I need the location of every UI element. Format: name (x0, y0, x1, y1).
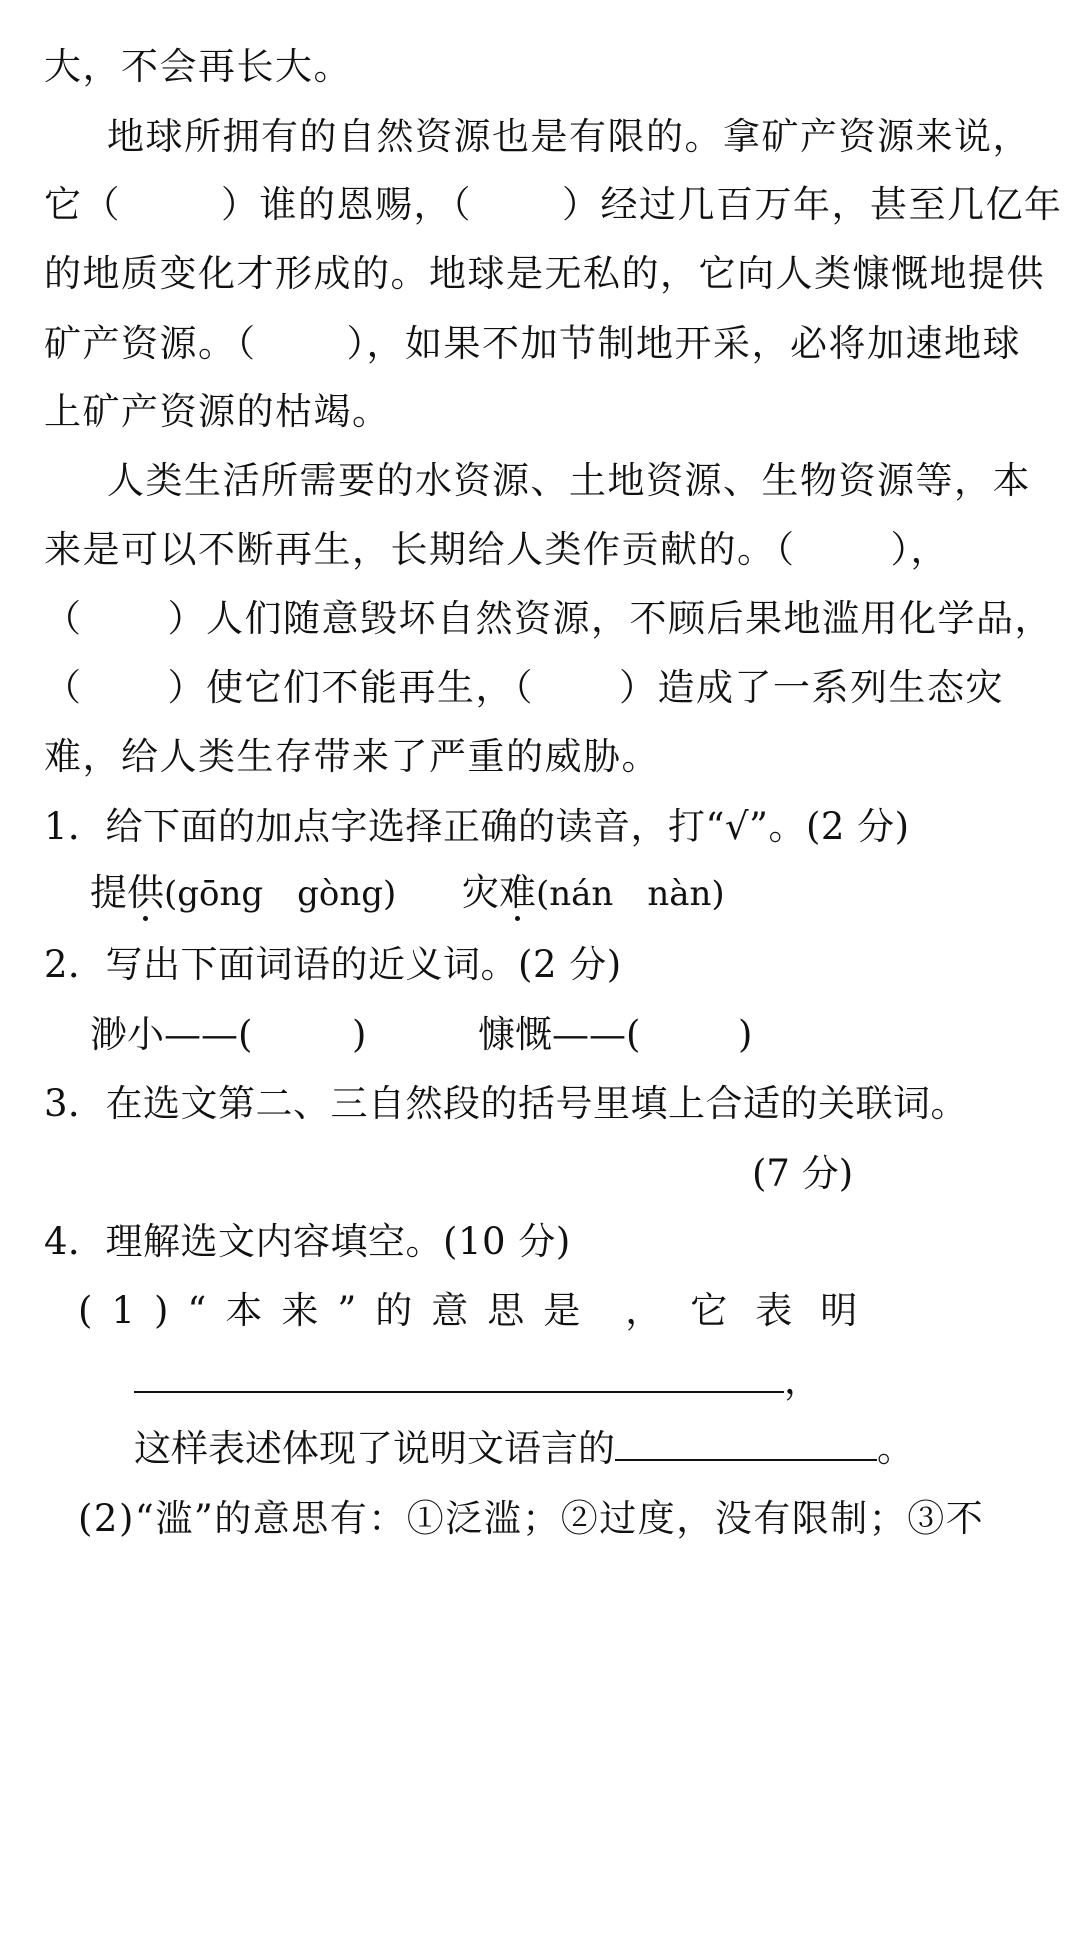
text-segment: 矿产资源。（ (44, 322, 257, 365)
pinyin-options: (nán nàn) (536, 874, 725, 914)
text-segment: ）人们随意毁坏自然资源，不顾后果地滥用化学品， (167, 597, 1053, 640)
passage-line: 地球所拥有的自然资源也是有限的。拿矿产资源来说， (107, 115, 1031, 158)
passage-line: 上矿产资源的枯竭。 (44, 390, 391, 433)
passage-line (44, 528, 949, 571)
question-4-sub-1 (78, 1289, 886, 1332)
question-1: 1．给下面的加点字选择正确的读音，打“√”。(2 分) (44, 805, 910, 848)
question-4: 4．理解选文内容填空。(10 分) (44, 1220, 571, 1263)
text-segment: 来是可以不断再生，长期给人类作贡献的。（ (44, 528, 796, 571)
question-2-item-2: 慷慨——( (478, 1013, 641, 1056)
answer-blank[interactable] (134, 1390, 784, 1393)
sub-question-text: 这样表述体现了说明文语言的 (134, 1427, 615, 1470)
question-1-item-2 (462, 871, 725, 914)
question-4-sub-1-line-2 (134, 1359, 823, 1402)
passage-line: 大，不会再长大。 (44, 45, 352, 88)
word-prefix: 灾 (462, 871, 499, 914)
text-segment: ）经过几百万年，甚至几亿年 (562, 183, 1063, 226)
text-segment: ）使它们不能再生，（ (167, 666, 534, 709)
question-2-close-1: ) (352, 1013, 368, 1056)
question-2-close-2: ) (738, 1013, 754, 1056)
text-segment: （ (44, 597, 83, 640)
passage-line (44, 666, 1004, 709)
question-3: 3．在选文第二、三自然段的括号里填上合适的关联词。 (44, 1082, 969, 1125)
text-segment: ）谁的恩赐，（ (221, 183, 472, 226)
passage-line (44, 597, 1053, 640)
question-4-sub-2: (2)“滥”的意思有：①泛滥；②过度，没有限制；③不 (78, 1497, 985, 1540)
passage-line: 难，给人类生存带来了严重的威胁。 (44, 735, 660, 778)
passage-line (44, 183, 1063, 226)
answer-blank[interactable] (615, 1458, 877, 1461)
text-segment: 它（ (44, 183, 121, 226)
punctuation: ， (784, 1359, 823, 1402)
dotted-char: 供 (127, 871, 164, 914)
pinyin-options: (gōng gòng) (164, 874, 397, 914)
text-segment: （ (44, 666, 83, 709)
text-segment: ），如果不加节制地开采，必将加速地球 (346, 322, 1021, 365)
question-2: 2．写出下面词语的近义词。(2 分) (44, 943, 622, 986)
sub-question-label: ，它表明 (625, 1289, 886, 1332)
passage-line: 的地质变化才形成的。地球是无私的，它向人类慷慨地提供 (44, 252, 1045, 295)
dotted-char: 难 (499, 871, 536, 914)
punctuation: 。 (877, 1427, 914, 1470)
question-4-sub-1-line-3 (134, 1427, 914, 1470)
word-prefix: 提 (90, 871, 127, 914)
passage-line: 人类生活所需要的水资源、土地资源、生物资源等，本 (107, 459, 1031, 502)
passage-line (44, 322, 1021, 365)
question-2-item-1: 渺小——( (90, 1013, 253, 1056)
sub-question-label: (1)“本来”的意思是 (78, 1289, 600, 1332)
question-1-item-1 (90, 871, 397, 914)
text-segment: ）， (890, 528, 949, 571)
question-3-score: (7 分) (752, 1152, 854, 1195)
text-segment: ）造成了一系列生态灾 (619, 666, 1004, 709)
